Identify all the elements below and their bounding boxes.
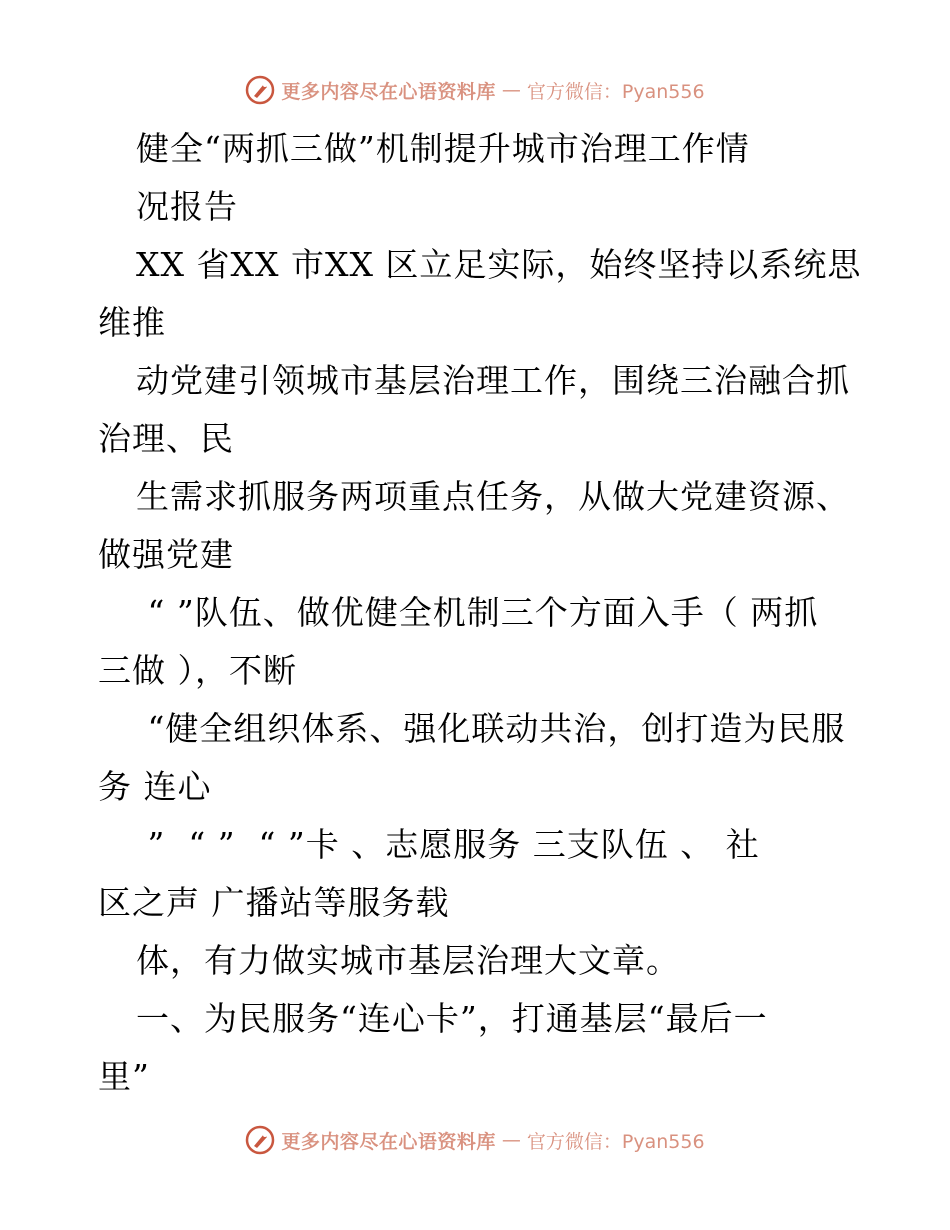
paragraph-line: 体，有力做实城市基层治理大文章。 (136, 941, 680, 980)
watermark-separator: — (501, 79, 521, 101)
watermark-brand: 更多内容尽在心语资料库 (281, 1130, 496, 1153)
watermark-separator: — (501, 1129, 521, 1151)
document-body (98, 120, 862, 1106)
section-heading-line: 里” (98, 1057, 150, 1096)
paragraph-line: “健全组织体系、强化联动共治，创打造为民服 (136, 709, 846, 748)
paragraph-line: “ ”队伍、做优健全机制三个方面入手（ 两抓 (136, 593, 819, 632)
paragraph-line: 生需求抓服务两项重点任务，从做大党建资源、 (136, 477, 850, 516)
header-watermark (0, 72, 950, 108)
title-line-2: 况报告 (136, 187, 238, 226)
watermark-contact: 官方微信：Pyan556 (526, 1130, 705, 1153)
title-line-1: 健全“两抓三做”机制提升城市治理工作情 (136, 129, 750, 168)
paragraph-line: 区之声 广播站等服务载 (98, 883, 450, 922)
pen-nib-logo-icon (245, 75, 275, 105)
section-heading-line: 一、为民服务“连心卡”，打通基层“最后一 (136, 999, 768, 1038)
paragraph-line: 维推 (98, 303, 166, 342)
pen-nib-logo-icon (245, 1125, 275, 1155)
watermark-brand: 更多内容尽在心语资料库 (281, 80, 496, 103)
paragraph-line: 动党建引领城市基层治理工作，围绕三治融合抓 (136, 361, 850, 400)
paragraph-line: 治理、民 (98, 419, 234, 458)
watermark-contact: 官方微信：Pyan556 (526, 80, 705, 103)
paragraph-line: 做强党建 (98, 535, 234, 574)
paragraph-line: ” “ ” “ ”卡 、志愿服务 三支队伍 、 社 (136, 825, 760, 864)
footer-watermark (0, 1122, 950, 1158)
paragraph-line: 务 连心 (98, 767, 212, 806)
paragraph-line: 三做 ），不断 (98, 651, 297, 690)
paragraph-line: XX 省XX 市XX 区立足实际，始终坚持以系统思 (136, 245, 862, 284)
